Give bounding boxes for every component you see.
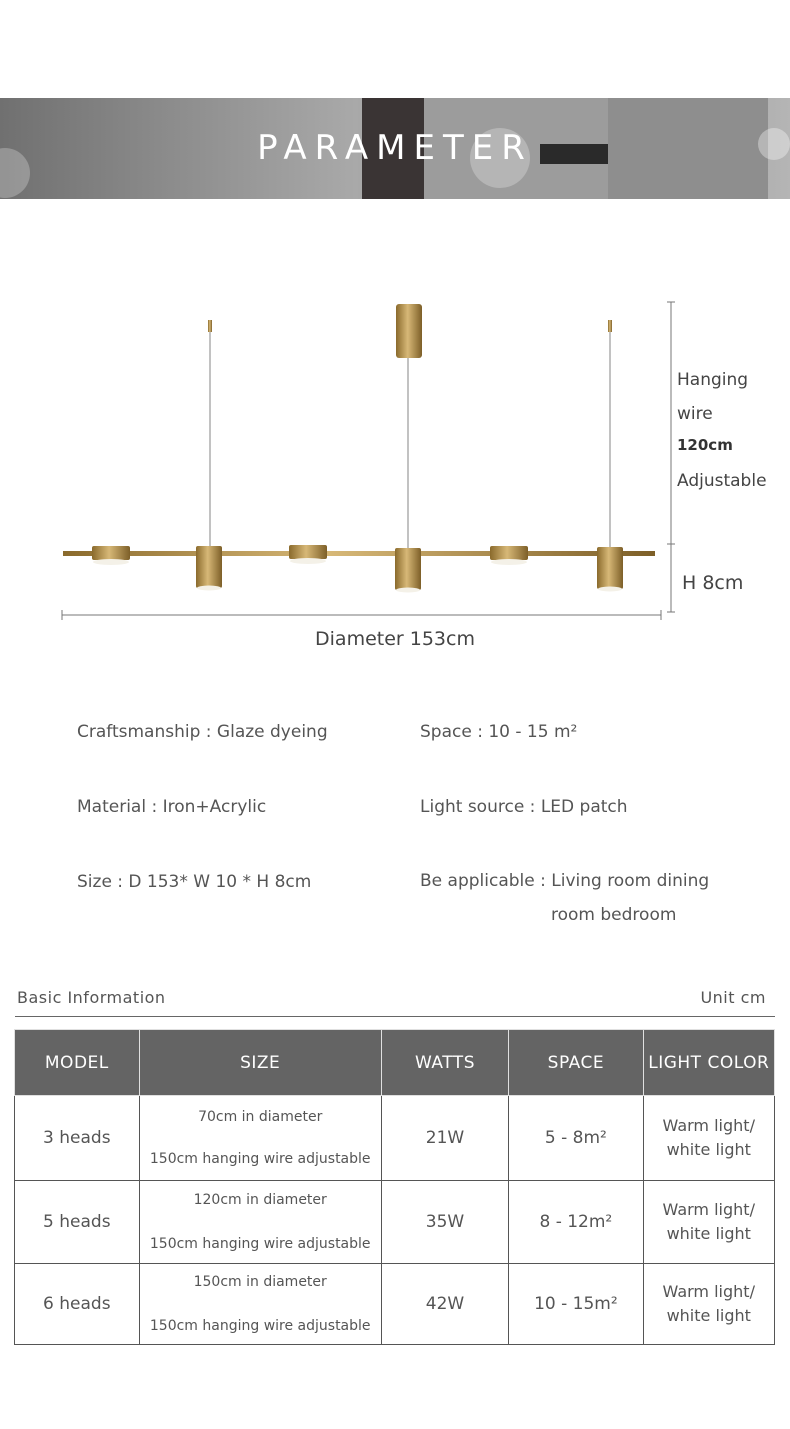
hanging-wire-label-2: wire [677, 404, 713, 424]
spec-craftsmanship: Craftsmanship : Glaze dyeing [77, 722, 328, 742]
light-color-cell [643, 1096, 775, 1181]
lamp-diagram [0, 290, 790, 630]
height-label: H 8cm [682, 572, 744, 594]
hanging-wire-label-1: Hanging [677, 370, 749, 390]
light-color-line-1: Warm light/ [662, 1200, 755, 1219]
basic-info-table [14, 1029, 775, 1345]
light-color-line-2: white light [666, 1140, 751, 1159]
model-cell: 3 heads [15, 1096, 140, 1181]
hanging-wire-value: 120cm [677, 436, 733, 454]
unit-label: Unit cm [700, 988, 766, 1007]
space-cell: 8 - 12m² [509, 1181, 643, 1264]
spec-applicable-2: room bedroom [551, 905, 677, 925]
spec-applicable-1: Be applicable : Living room dining [420, 871, 710, 891]
table-header-row [15, 1030, 775, 1096]
page-title: PARAMETER [257, 128, 533, 168]
diameter-label: Diameter 153cm [315, 628, 475, 650]
light-color-cell [643, 1181, 775, 1264]
light-color-line-2: white light [666, 1224, 751, 1243]
watts-cell: 35W [381, 1181, 508, 1264]
size-diameter: 150cm in diameter [193, 1274, 327, 1290]
header-light-color: LIGHT COLOR [643, 1030, 775, 1096]
hanging-wire-note: Adjustable [677, 471, 767, 491]
spec-size: Size : D 153* W 10 * H 8cm [77, 872, 312, 892]
header-watts: WATTS [381, 1030, 508, 1096]
basic-info-title: Basic Information [17, 988, 166, 1007]
space-cell: 10 - 15m² [509, 1264, 643, 1345]
size-wire: 150cm hanging wire adjustable [149, 1151, 371, 1167]
header-model: MODEL [15, 1030, 140, 1096]
table-row [15, 1096, 775, 1181]
watts-cell: 42W [381, 1264, 508, 1345]
light-color-line-1: Warm light/ [662, 1116, 755, 1135]
size-cell [139, 1096, 381, 1181]
size-diameter: 120cm in diameter [193, 1192, 327, 1208]
watts-cell: 21W [381, 1096, 508, 1181]
size-cell [139, 1181, 381, 1264]
header-space: SPACE [509, 1030, 643, 1096]
size-wire: 150cm hanging wire adjustable [149, 1318, 371, 1334]
size-wire: 150cm hanging wire adjustable [149, 1236, 371, 1252]
light-color-line-2: white light [666, 1306, 751, 1325]
model-cell: 6 heads [15, 1264, 140, 1345]
header-size: SIZE [139, 1030, 381, 1096]
table-row [15, 1264, 775, 1345]
size-diameter: 70cm in diameter [198, 1109, 323, 1125]
spec-material: Material : Iron+Acrylic [77, 797, 267, 817]
divider [15, 1016, 775, 1017]
model-cell: 5 heads [15, 1181, 140, 1264]
size-cell [139, 1264, 381, 1345]
light-color-line-1: Warm light/ [662, 1282, 755, 1301]
light-color-cell [643, 1264, 775, 1345]
spec-space: Space : 10 - 15 m² [420, 722, 578, 742]
space-cell: 5 - 8m² [509, 1096, 643, 1181]
spec-light-source: Light source : LED patch [420, 797, 628, 817]
table-row [15, 1181, 775, 1264]
